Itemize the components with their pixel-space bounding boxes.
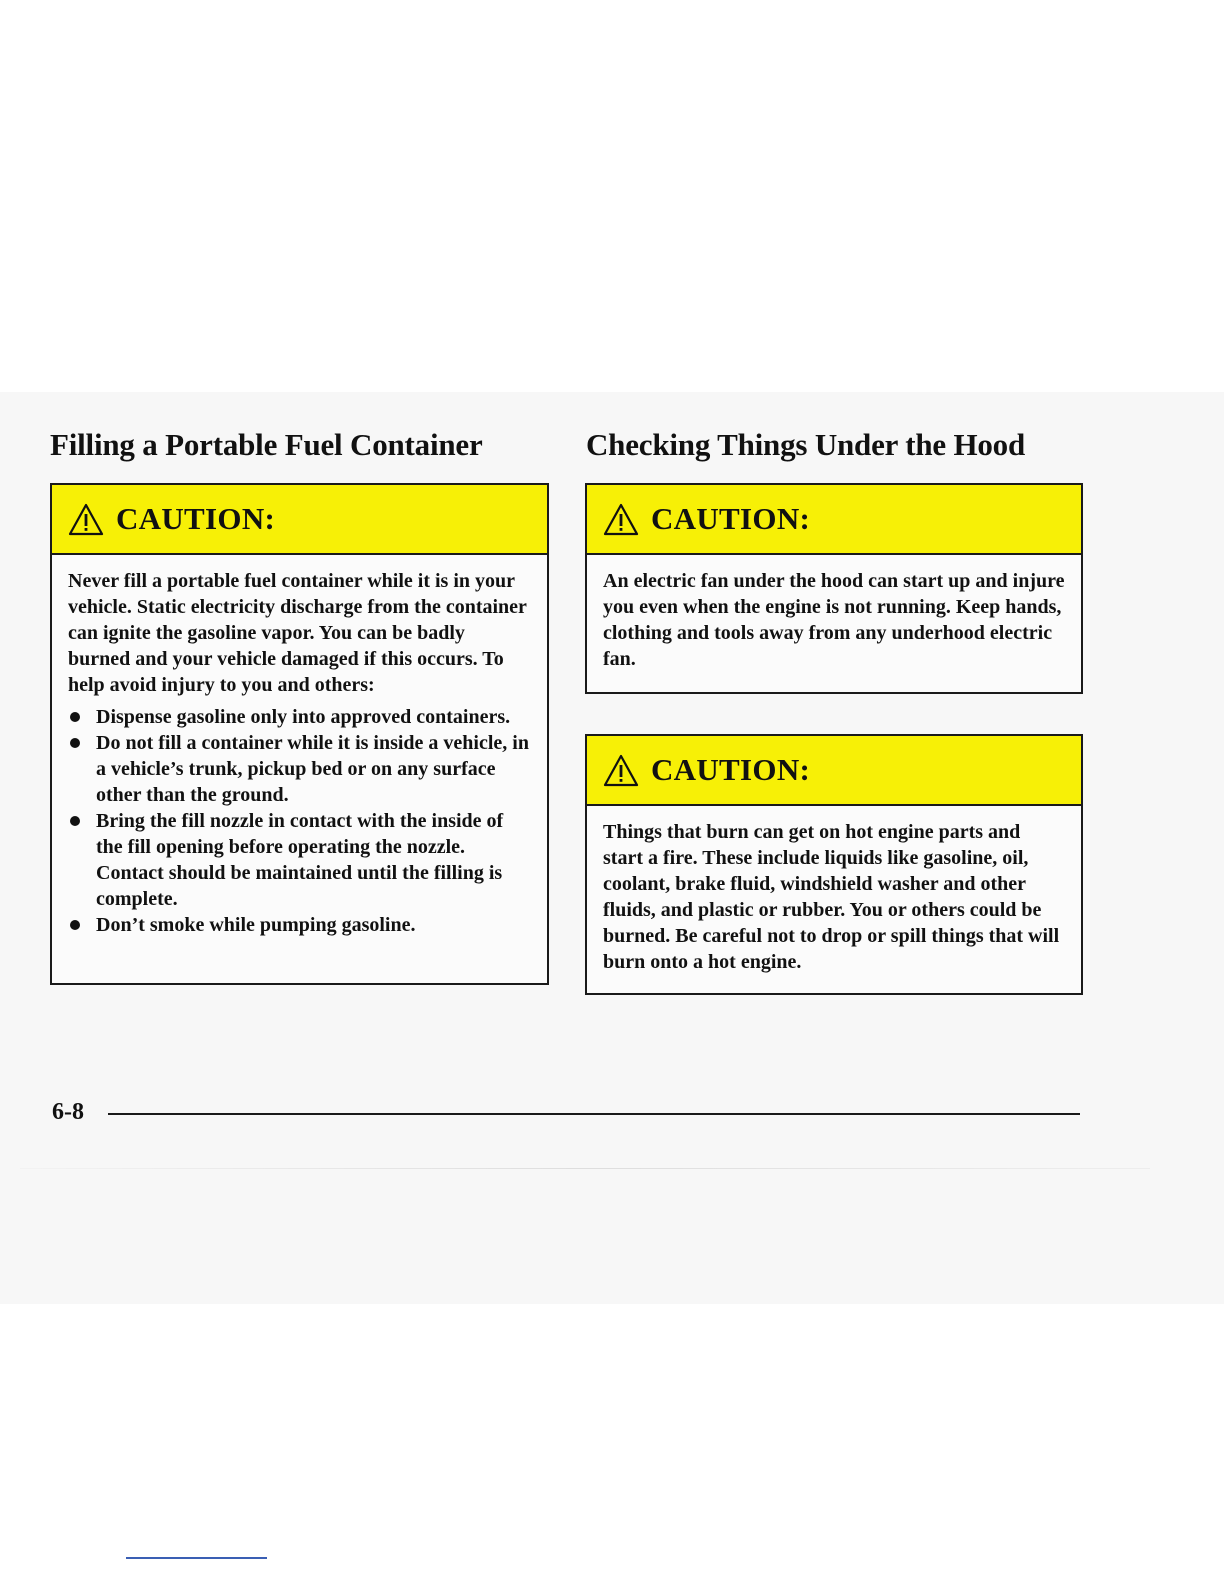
caution-title: CAUTION: <box>651 752 811 787</box>
caution-title: CAUTION: <box>651 501 811 536</box>
bullet-icon <box>70 816 80 826</box>
caution-body <box>587 806 1081 985</box>
page-number: 6-8 <box>52 1099 84 1125</box>
caution-header <box>587 736 1081 806</box>
bullet-icon <box>70 738 80 748</box>
blue-underline-mark <box>126 1557 267 1559</box>
list-item: Do not fill a container while it is inside a vehicle, in a vehicle’s trunk, pickup bed or on any surface other than the ground. <box>68 730 531 808</box>
caution-intro-text: Never fill a portable fuel container while it is in your vehicle. Static electricity discharge from the container can ignite the gasoline vapor. You can be badly burned and your vehicle damaged if this occurs. To help avoid injury to you and others: <box>68 570 527 696</box>
list-item: Don’t smoke while pumping gasoline. <box>68 912 531 938</box>
list-item: Bring the fill nozzle in contact with the inside of the fill opening before operating the nozzle. Contact should be maintained until the filling is complete. <box>68 808 531 912</box>
caution-header <box>587 485 1081 555</box>
warning-triangle-icon <box>603 754 639 787</box>
list-item: Dispense gasoline only into approved containers. <box>68 704 531 730</box>
caution-box-electric-fan <box>585 483 1083 694</box>
faint-divider <box>20 1168 1150 1169</box>
heading-under-the-hood: Checking Things Under the Hood <box>586 427 1026 462</box>
caution-header <box>52 485 547 555</box>
footer-rule <box>108 1113 1080 1115</box>
caution-box-portable-fuel <box>50 483 549 985</box>
bullet-icon <box>70 712 80 722</box>
caution-text: An electric fan under the hood can start up and injure you even when the engine is not running. Keep hands, clothing and tools away from any underhood electric fan. <box>603 570 1065 670</box>
caution-body <box>587 555 1081 682</box>
caution-text: Things that burn can get on hot engine parts and start a fire. These include liquids like gasoline, oil, coolant, brake fluid, windshield washer and other fluids, and plastic or rubber. You or others could be burned. Be careful not to drop or spill things that will burn onto a hot engine. <box>603 821 1060 973</box>
caution-box-hot-engine <box>585 734 1083 995</box>
caution-body <box>52 555 547 948</box>
safety-bullet-list <box>68 704 531 938</box>
bullet-icon <box>70 920 80 930</box>
caution-title: CAUTION: <box>116 501 276 536</box>
warning-triangle-icon <box>603 503 639 536</box>
heading-portable-fuel-container: Filling a Portable Fuel Container <box>50 427 483 462</box>
warning-triangle-icon <box>68 503 104 536</box>
